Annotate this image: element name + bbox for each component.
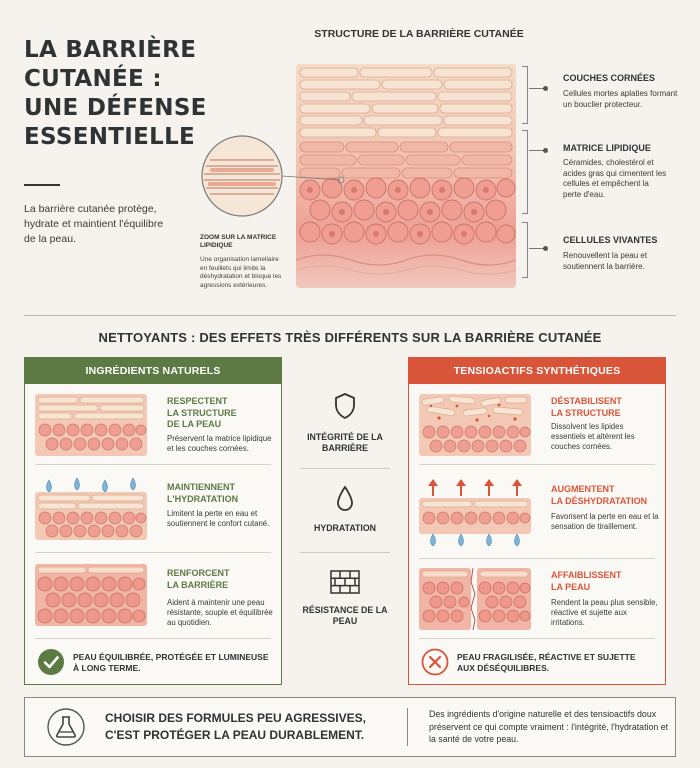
cross-circle-icon [421, 648, 449, 676]
criteria-resistance: RÉSISTANCE DE LA PEAU [302, 605, 388, 626]
item-separator [35, 464, 271, 465]
item-title-line: LA STRUCTURE [551, 407, 621, 418]
zoom-description: Une organisation lamellaire en feuillets qui limite la déshydratation et bloque les agressions extérieures. [200, 256, 282, 289]
item-desc: Préservent la matrice lipidique et les couches cornées. [167, 434, 272, 453]
item-desc: Favorisent la perte en eau et la sensation de tiraillement. [551, 512, 659, 531]
item-title-line: RENFORCENT [167, 568, 230, 578]
connector-dot [543, 86, 548, 91]
bracket-living-cells [522, 222, 528, 278]
connector-dot [543, 148, 548, 153]
structure-title: STRUCTURE DE LA BARRIÈRE CUTANÉE [314, 28, 524, 40]
item-separator [419, 464, 655, 465]
item-title-line: AUGMENTENT [551, 484, 615, 494]
page-title [24, 36, 224, 152]
connector-dot [543, 246, 548, 251]
layer-desc-corneum: Cellules mortes aplaties formant un bouclier protecteur. [563, 89, 678, 109]
item-title-line: LA STRUCTURE [167, 407, 237, 418]
flask-icon [47, 708, 85, 746]
item-title [551, 396, 622, 419]
criteria-separator [300, 552, 390, 553]
dehydrated-skin-illustration [419, 476, 531, 548]
layer-desc-lipid: Céramides, cholestérol et acides gras qui cimentent les cellules et empêchent la perte d'eau. [563, 158, 667, 199]
weakened-skin-illustration [419, 568, 531, 630]
title-divider [24, 184, 60, 186]
intro-text: La barrière cutanée protège, hydrate et maintient l'équilibre de la peau. [24, 203, 164, 245]
damaged-skin-illustration [419, 394, 531, 456]
item-title-line: DE LA PEAU [167, 419, 222, 429]
panel-header: TENSIOACTIFS SYNTHÉTIQUES [409, 358, 665, 384]
panel-header: INGRÉDIENTS NATURELS [25, 358, 281, 384]
bracket-stratum-corneum [522, 66, 528, 124]
layer-title-corneum: COUCHES CORNÉES [563, 73, 656, 83]
item-title-line: MAINTIENNENT [167, 482, 235, 492]
shield-icon [333, 392, 357, 420]
criteria-hydration: HYDRATATION [313, 523, 377, 533]
brick-wall-icon [330, 570, 360, 594]
banner-headline: CHOISIR DES FORMULES PEU AGRESSIVES, C'EST PROTÉGER LA PEAU DURABLEMENT. [105, 711, 366, 742]
item-separator [35, 638, 271, 639]
banner-divider [407, 708, 408, 746]
conclusion-banner [24, 697, 676, 757]
bracket-lipid-matrix [522, 130, 528, 214]
intact-skin-illustration [35, 394, 147, 456]
item-title-line: RESPECTENT [167, 396, 228, 406]
item-desc: Rendent la peau plus sensible, réactive et sujette aux irritations. [551, 598, 658, 627]
criteria-separator [300, 468, 390, 469]
criteria-integrity: INTÉGRITÉ DE LA BARRIÈRE [307, 432, 383, 453]
title-line: CUTANÉE : [24, 66, 162, 92]
hydrated-skin-illustration [35, 476, 147, 540]
item-title [167, 482, 238, 505]
item-title-line: LA DÉSHYDRATATION [551, 495, 648, 506]
title-line: UNE DÉFENSE [24, 95, 207, 121]
lipid-matrix-zoom [200, 134, 350, 224]
item-title-line: L'HYDRATATION [167, 493, 239, 504]
item-desc: Aident à maintenir une peau résistante, souple et équilibrée au quotidien. [167, 598, 273, 627]
item-title [167, 568, 230, 591]
layer-desc-living: Renouvellent la peau et soutiennent la barrière. [563, 251, 648, 271]
panel-footer-text: PEAU FRAGILISÉE, RÉACTIVE ET SUJETTE AUX DÉSÉQUILIBRES. [457, 652, 636, 673]
item-desc: Limitent la perte en eau et soutiennent le confort cutané. [167, 509, 270, 528]
item-separator [419, 638, 655, 639]
banner-description: Des ingrédients d'origine naturelle et des tensioactifs doux préservent ce qui compte vraiment : l'intégrité, l'hydratation et la santé de votre peau. [429, 709, 669, 744]
item-title-line: LA BARRIÈRE [167, 579, 229, 590]
title-line: LA BARRIÈRE [24, 37, 197, 63]
item-title-line: LA PEAU [551, 581, 591, 592]
item-title [551, 570, 622, 593]
natural-ingredients-panel [24, 357, 282, 685]
zoom-title: ZOOM SUR LA MATRICE LIPIDIQUE [200, 234, 277, 249]
section-divider [24, 315, 676, 316]
item-title-line: AFFAIBLISSENT [551, 570, 622, 580]
comparison-title: NETTOYANTS : DES EFFETS TRÈS DIFFÉRENTS SUR LA BARRIÈRE CUTANÉE [98, 330, 602, 345]
check-circle-icon [37, 648, 65, 676]
layer-title-living: CELLULES VIVANTES [563, 235, 658, 245]
panel-footer-text: PEAU ÉQUILIBRÉE, PROTÉGÉE ET LUMINEUSE À LONG TERME. [73, 652, 269, 673]
item-title [551, 484, 647, 507]
item-title-line: DÉSTABILISENT [551, 396, 622, 406]
layer-title-lipid: MATRICE LIPIDIQUE [563, 143, 651, 153]
synthetic-surfactants-panel [408, 357, 666, 685]
item-separator [35, 552, 271, 553]
title-line: ESSENTIELLE [24, 124, 196, 150]
item-desc: Dissolvent les lipides essentiels et altèrent les couches cornées. [551, 422, 635, 451]
item-title [167, 396, 237, 431]
water-drop-icon [335, 485, 355, 513]
strong-barrier-illustration [35, 564, 147, 626]
item-separator [419, 558, 655, 559]
